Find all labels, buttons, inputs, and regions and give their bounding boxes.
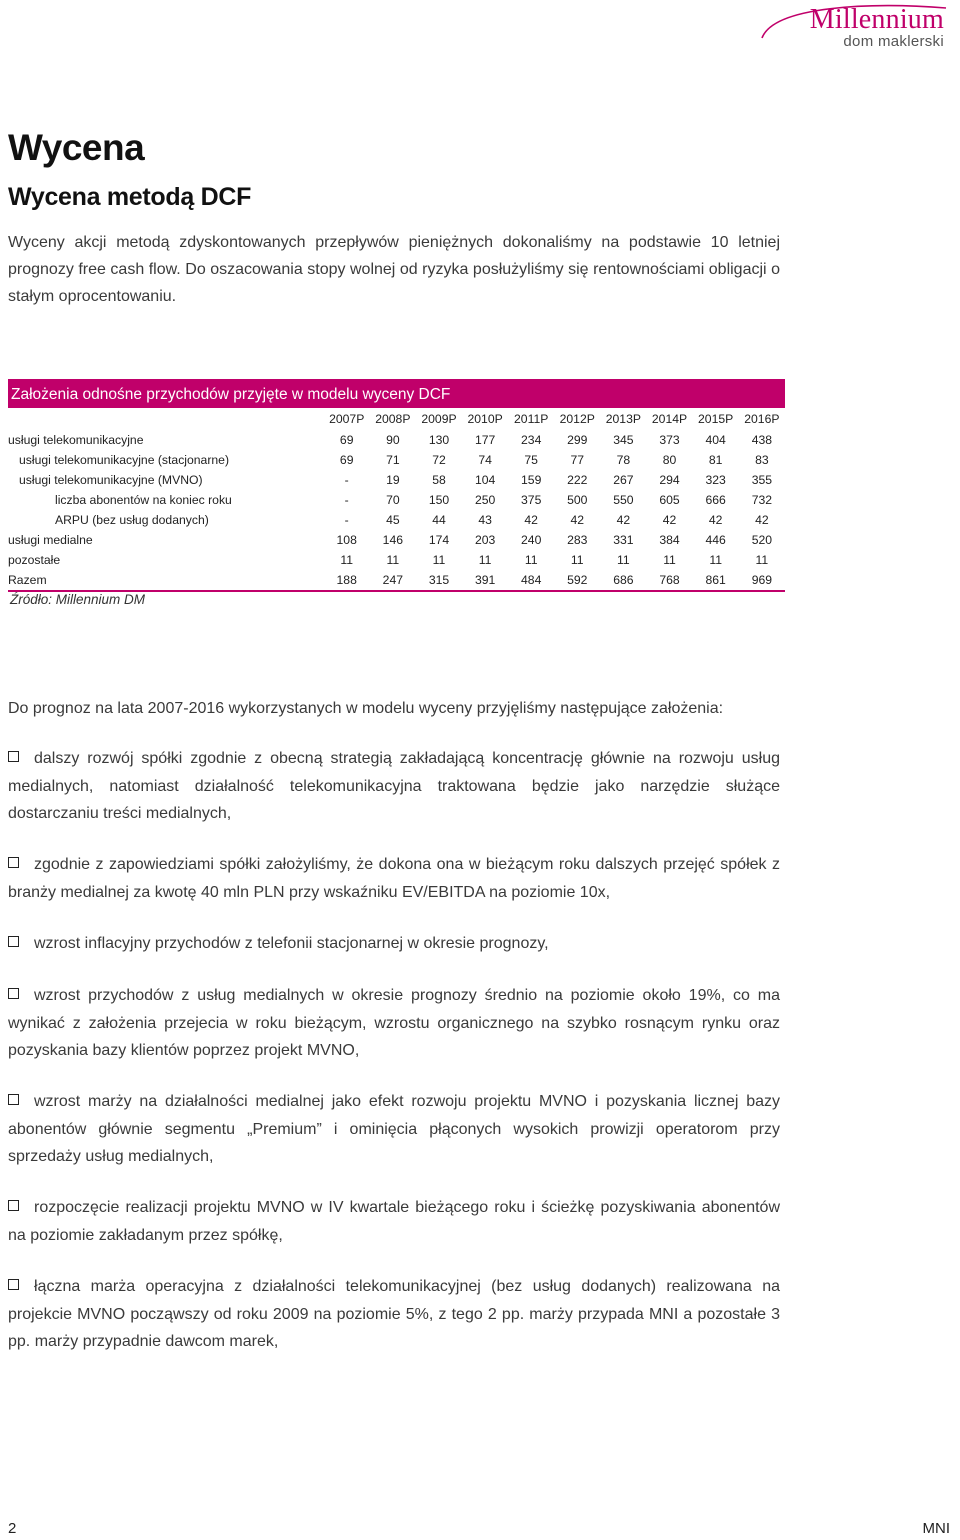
table-cell: 345 [613,433,634,447]
table-row [8,450,785,470]
table-cell: 11 [617,553,630,567]
section-title: Wycena metodą DCF [8,183,252,211]
row-label: ARPU (bez usług dodanych) [55,513,209,527]
table-cell: 375 [521,493,542,507]
table-cell: 11 [755,553,769,567]
table-cell: 42 [524,513,538,527]
page-title: Wycena [8,127,145,168]
table-cell: 768 [646,570,692,591]
table-row [8,570,785,591]
table-cell: 150 [428,493,450,507]
row-label: Razem [8,570,324,591]
table-cell: 42 [662,513,677,527]
table-cell: 391 [462,570,508,591]
table-cell: 550 [613,493,634,507]
table-cell: 203 [474,533,496,547]
table-cell: 592 [554,570,600,591]
year-header: 2010P [467,412,503,426]
table-cell: 45 [386,513,400,527]
table-cell: 83 [755,453,769,467]
table-cell: 520 [751,533,773,547]
table-row [8,510,785,530]
table-cell: 42 [616,513,631,527]
table-row [8,490,785,510]
table-cell: 44 [432,513,446,527]
table-cell: 686 [600,570,646,591]
table-grid [8,408,785,592]
row-label: pozostałe [8,553,61,567]
year-header: 2014P [651,412,688,426]
table-cell: - [344,493,349,507]
table-cell: 58 [432,473,446,487]
table-cell: 969 [739,570,785,591]
table-cell: 315 [416,570,462,591]
table-cell: 404 [705,433,726,447]
table-header-row [8,408,785,430]
table-cell: 11 [663,553,676,567]
table-cell: 666 [705,493,726,507]
table-cell: 108 [336,533,357,547]
table-cell: - [344,513,349,527]
table-cell: 234 [521,433,542,447]
assumption-text: zgodnie z zapowiedziami spółki założyliśmy, że dokona ona w bieżącym roku dalszych przejęć spółek z branży medialnej za kwotę 40 mln PLN przy wskaźniku EV/EBITDA na poziomie 10x, [8,856,780,901]
header-blank-cell [8,408,324,430]
year-header: 2016P [744,412,780,426]
checkbox-bullet-icon [8,1200,19,1211]
year-header: 2009P [421,412,457,426]
checkbox-bullet-icon [8,1094,19,1105]
page-number: 2 [8,1520,17,1537]
table-row [8,530,785,550]
table-cell: 240 [521,533,542,547]
year-header: 2008P [375,412,411,426]
table-cell: 77 [570,453,585,467]
table-row [8,550,785,570]
table-cell: 75 [524,453,538,467]
year-header: 2012P [559,412,595,426]
table-cell: 11 [524,553,538,567]
table-cell: 70 [386,493,400,507]
table-cell: 19 [386,473,400,487]
table-cell: 861 [693,570,739,591]
checkbox-bullet-icon [8,988,19,999]
assumption-item [8,1088,780,1171]
checkbox-bullet-icon [8,1279,19,1290]
table-cell: 605 [659,493,680,507]
table-cell: 90 [386,433,400,447]
table-row [8,470,785,490]
footer-company: MNI [922,1520,950,1537]
logo-name: Millennium [809,4,944,35]
row-label: usługi telekomunikacyjne [8,433,144,447]
table-cell: - [344,473,349,487]
year-header: 2015P [698,412,734,426]
assumption-item [8,1273,780,1356]
assumption-text: wzrost marży na działalności medialnej jako efekt rozwoju projektu MVNO i pozyskania licznej bazy abonentów głównie segmentu „Premium” i ominięcia płąconych wysokich prowizji operatorom przy sprzedaży usług medialnych, [8,1093,780,1165]
checkbox-bullet-icon [8,857,19,868]
assumption-text: dalszy rozwój spółki zgodnie z obecną strategią zakładającą koncentrację głównie na rozwoju usług medialnych, natomiast działalność telekomunikacyjna traktowana będzie jako narzędzie służące dostarczaniu treści medialnych, [8,750,780,822]
revenue-assumptions-table [8,379,785,592]
table-cell: 283 [567,533,588,547]
checkbox-bullet-icon [8,936,19,947]
intro-paragraph: Wyceny akcji metodą zdyskontowanych przepływów pieniężnych dokonaliśmy na podstawie 10 letniej prognozy free cash flow. Do oszacowania stopy wolnej od ryzyka posłużyliśmy się rentownościami obligacji o stałym oprocentowaniu. [8,234,780,305]
year-header: 2013P [605,412,641,426]
table-cell: 294 [659,473,680,487]
table-cell: 247 [370,570,416,591]
table-source: Źródło: Millennium DM [10,592,146,607]
table-cell: 188 [324,570,370,591]
table-cell: 11 [478,553,492,567]
table-cell: 500 [567,493,588,507]
table-title: Założenia odnośne przychodów przyjęte w modelu wyceny DCF [8,379,785,408]
assumption-text: wzrost przychodów z usług medialnych w okresie prognozy średnio na poziomie około 19%, co ma wynikać z założenia przejecia w roku bieżącym, wzrostu organicznego na szybko rosnącym rynku oraz pozyskania bazy klientów poprzez projekt MVNO, [8,987,780,1059]
table-cell: 11 [340,553,354,567]
assumption-item [8,1194,780,1249]
table-cell: 446 [705,533,726,547]
assumption-text: rozpoczęcie realizacji projektu MVNO w IV kwartale bieżącego roku i ścieżkę pozyskiwania abonentów na poziomie zakładanym przez spółkę, [8,1199,780,1244]
table-cell: 323 [705,473,726,487]
table-cell: 177 [474,433,496,447]
table-cell: 250 [474,493,496,507]
assumption-text: wzrost inflacyjny przychodów z telefonii stacjonarnej w okresie prognozy, [34,935,549,952]
table-cell: 732 [751,493,773,507]
row-label: usługi telekomunikacyjne (MVNO) [19,473,203,487]
assumption-item [8,745,780,828]
row-label: usługi telekomunikacyjne (stacjonarne) [19,453,230,467]
table-cell: 299 [567,433,588,447]
table-cell: 438 [751,433,773,447]
table-cell: 222 [567,473,588,487]
assumption-item [8,930,780,958]
row-label: usługi medialne [8,533,93,547]
assumption-text: łączna marża operacyjna z działalności telekomunikacyjnej (bez usług dodanych) realizowana na projekcie MVNO począwszy od roku 2009 na poziomie 5%, z tego 2 pp. marży przypada MNI a pozostałe 3 pp. marży przypadnie dawcom marek, [8,1278,780,1350]
table-cell: 43 [478,513,492,527]
table-cell: 130 [428,433,450,447]
table-cell: 159 [521,473,542,487]
year-header: 2007P [329,412,365,426]
table-cell: 373 [659,433,680,447]
table-cell: 71 [386,453,400,467]
table-cell: 81 [708,453,723,467]
assumptions-intro: Do prognoz na lata 2007-2016 wykorzystanych w modelu wyceny przyjęliśmy następujące założenia: [8,700,724,717]
table-cell: 42 [755,513,769,527]
table-cell: 384 [659,533,680,547]
table-cell: 11 [386,553,400,567]
checkbox-bullet-icon [8,751,19,762]
table-cell: 74 [478,453,492,467]
table-cell: 331 [613,533,634,547]
table-row [8,430,785,450]
table-cell: 267 [613,473,634,487]
table-cell: 11 [570,553,584,567]
table-cell: 80 [662,453,677,467]
table-cell: 174 [428,533,450,547]
logo-subtitle: dom maklerski [843,33,944,50]
table-cell: 69 [339,433,354,447]
year-header: 2011P [514,412,549,426]
table-cell: 484 [508,570,554,591]
millennium-logo [750,2,950,48]
table-cell: 11 [432,553,446,567]
table-cell: 69 [339,453,354,467]
table-cell: 146 [382,533,404,547]
table-cell: 42 [570,513,585,527]
row-label: liczba abonentów na koniec roku [55,493,232,507]
assumption-item [8,982,780,1065]
assumption-item [8,851,780,906]
table-cell: 78 [616,453,631,467]
table-cell: 42 [708,513,723,527]
table-cell: 104 [474,473,496,487]
table-cell: 72 [432,453,446,467]
table-cell: 355 [751,473,773,487]
table-cell: 11 [709,553,722,567]
